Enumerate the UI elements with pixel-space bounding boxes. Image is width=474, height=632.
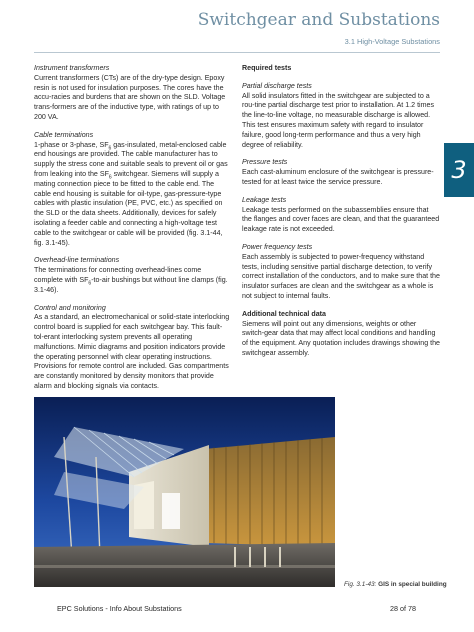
- partial-discharge-section: [242, 82, 440, 151]
- pressure-tests-section: [242, 158, 440, 187]
- text-fragment: gas-insulated, metal-enclosed cable end housings are provided. The cable manufacturer has to supply the stress cone and suitable seals to prevent oil or gas from leaking into the SF: [34, 140, 228, 178]
- leakage-tests-section: [242, 196, 440, 235]
- section-heading: Pressure tests: [242, 158, 288, 167]
- page-header-title: Switchgear and Substations: [197, 10, 440, 30]
- overhead-line-terminations-section: [34, 256, 230, 295]
- subscript: 6: [88, 280, 92, 287]
- subscript: 6: [108, 144, 112, 151]
- instrument-transformers-section: [34, 64, 230, 123]
- section-heading: Cable terminations: [34, 130, 94, 139]
- subscript: 6: [108, 174, 112, 181]
- section-subtitle: 3.1 High-Voltage Substations: [344, 37, 440, 46]
- required-tests-section: [242, 64, 440, 74]
- section-heading: Overhead-line terminations: [34, 256, 120, 265]
- chapter-tab[interactable]: 3: [444, 143, 474, 197]
- section-heading: Partial discharge tests: [242, 81, 312, 90]
- footer-page-number: 28 of 78: [390, 604, 416, 613]
- section-heading: Instrument transformers: [34, 64, 110, 72]
- figure-caption: [344, 581, 448, 589]
- section-body: Leakage tests performed on the subassemblies ensure that the flanges and cover faces are clean, and that the guaranteed leakage rate is not exceeded.: [242, 205, 440, 234]
- gis-building-photo: [34, 397, 335, 587]
- section-body: All solid insulators fitted in the switchgear are subjected to a rou-tine partial discharge test prior to installation. At 1.2 times the line-to-line voltage, no measurable discharge is allowed. This test ensures maximum safety with regard to insulator failure, good long-term performance and thus a very high degree of reliability.: [242, 91, 435, 149]
- footer-document-title: EPC Solutions - Info About Substations: [57, 604, 182, 613]
- section-heading: Power frequency tests: [242, 242, 313, 251]
- section-heading: Additional technical data: [242, 309, 326, 318]
- text-fragment: 1-phase or 3-phase, SF: [34, 140, 109, 149]
- section-body: Siemens will point out any dimensions, weights or other switch-gear data that may affect local conditions and handling of the equipment. Any quotation includes drawings showing the switchgear assembly.: [242, 319, 440, 357]
- section-body: Each cast-aluminum enclosure of the switchgear is pressure-tested for at least twice the service pressure.: [242, 168, 434, 186]
- text-fragment: The terminations for connecting overhead-lines come complete with SF: [34, 266, 202, 284]
- section-body: As a standard, an electromechanical or solid-state interlocking control board is supplied for each switchgear bay. This fault-tol-erant interlocking system prevents all operating malfunctions. Mimic diagrams and position indicators provide the operating personnel with clear operating instructions. Provisions for remote control are included. Gas compartments are constantly monitored by density monitors that provide alarm and blocking signals via contacts.: [34, 313, 230, 390]
- text-fragment: -to-air bushings but without line clamps (fig. 3.1-46).: [34, 275, 228, 294]
- section-body: [34, 266, 230, 295]
- control-monitoring-section: [34, 304, 230, 392]
- header-divider: [34, 52, 440, 53]
- right-column: [242, 64, 440, 367]
- left-column: [34, 64, 230, 400]
- section-body: Each assembly is subjected to power-frequency withstand tests, including sensitive partial discharge detection, to verify correct installation of the conductors, and to make sure that the insulator surfaces are clean and the switchgear as a whole is not subject to internal faults.: [242, 252, 440, 300]
- power-frequency-section: [242, 243, 440, 302]
- figure-title: GIS in special building: [378, 581, 447, 588]
- additional-data-section: [242, 310, 440, 359]
- figure-label: Fig. 3.1-43:: [344, 581, 377, 588]
- section-heading: Leakage tests: [242, 195, 287, 204]
- section-body: Current transformers (CTs) are of the dry-type design. Epoxy resin is not used for insulation purposes. The cores have the accu-racies and burdens that are shown on the SLD. Voltage trans-formers are of the inductive type, with ratings of up to 200 VA.: [34, 73, 226, 121]
- text-fragment: switchgear. Siemens will supply a mating connection piece to be fitted to the cable end. The cable end housing is suitable for oil-type, gas-pressure-type cables with plastic insulation (PE, PVC, etc.) as specified on the SLD or the data sheets. Additionally, devices for safely isolating a feeder cable and connecting a high-voltage test cable to the switchgear or cable will be provided (fig. 3.1-44, fig. 3.1-45).: [34, 169, 223, 247]
- section-heading: Required tests: [242, 64, 292, 72]
- section-heading: Control and monitoring: [34, 303, 106, 312]
- section-body: [34, 141, 230, 249]
- cable-terminations-section: [34, 131, 230, 249]
